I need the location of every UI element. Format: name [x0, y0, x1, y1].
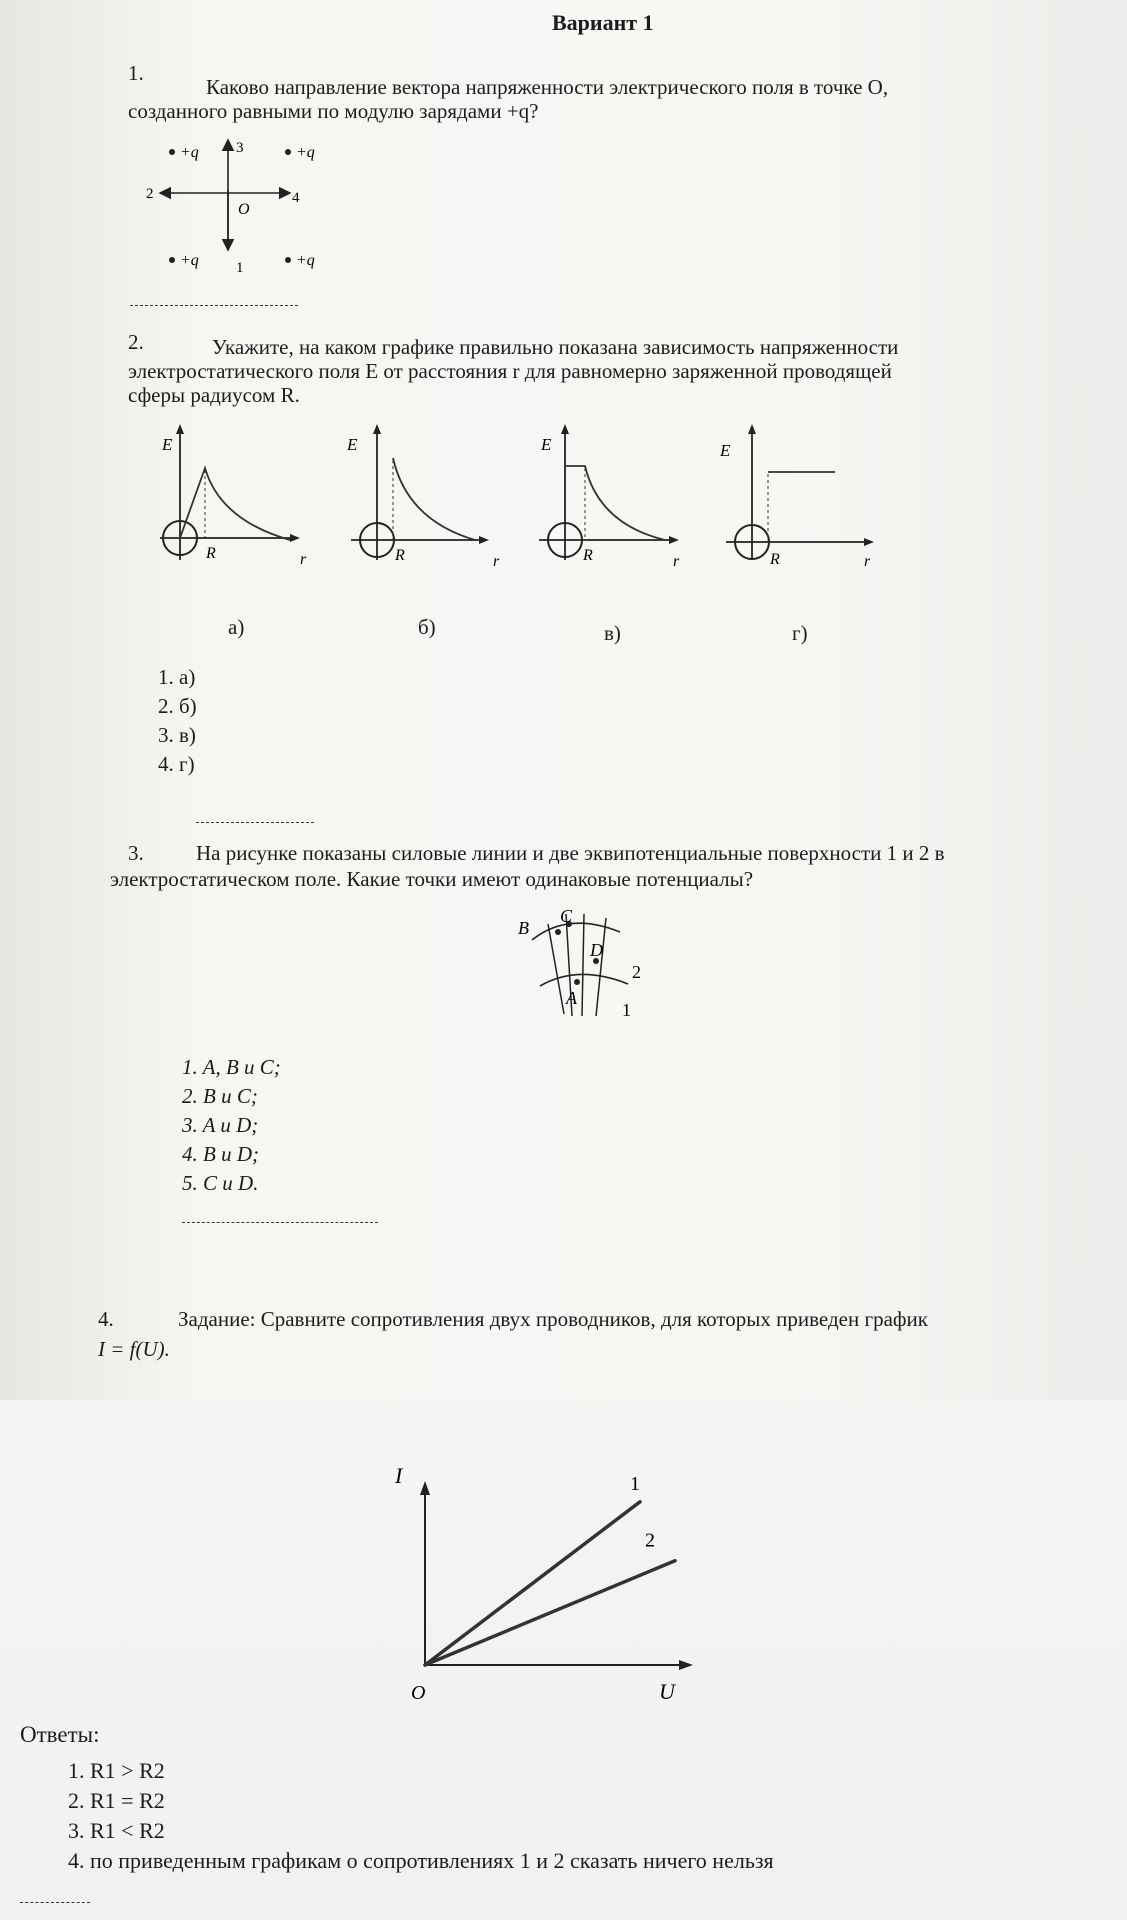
q3-label-b: B [518, 918, 529, 938]
q2-graph-g-radius-label: R [770, 551, 780, 568]
q1-arrow-label-2: 2 [146, 186, 154, 202]
q1-charge-label: +q [180, 252, 199, 269]
q3-field-line [582, 914, 584, 1016]
q3-option-3[interactable]: 3. A и D; [182, 1113, 259, 1137]
q2-number: 2. [128, 330, 144, 354]
answer-option-1[interactable]: 1. R1 > R2 [68, 1758, 165, 1783]
q4-y-axis-arrow [420, 1481, 430, 1495]
q3-field-figure [510, 906, 660, 1036]
q4-series-line-2 [425, 1561, 675, 1665]
q3-label-c: C [560, 906, 573, 926]
q4-origin-label: O [411, 1682, 426, 1704]
q3-option-2[interactable]: 2. B и C; [182, 1084, 258, 1108]
q4-number: 4. [98, 1307, 114, 1331]
q3-label-d: D [590, 940, 603, 960]
q2-graph-b-radius-label: R [395, 547, 405, 564]
q2-option-4[interactable]: 4. г) [158, 752, 195, 776]
q2-separator [196, 822, 314, 823]
answer-option-4[interactable]: 4. по приведенным графикам о сопротивлениях 1 и 2 сказать ничего нельзя [68, 1848, 774, 1873]
q4-text-line2: I = f(U). [98, 1337, 170, 1361]
q2-graph-v-y-label: E [541, 435, 552, 454]
q2-graph-g-x-label: r [864, 553, 871, 570]
q1-text-line1: Каково направление вектора напряженности электрического поля в точке O, [206, 75, 889, 99]
q4-x-axis-arrow [679, 1660, 693, 1670]
q2-graph-a-radius-label: R [206, 545, 216, 562]
q1-charge-top-left [169, 149, 175, 155]
q2-graph-a-x-label: r [300, 551, 307, 568]
q3-surface-2-arc [532, 923, 620, 940]
answers-title: Ответы: [20, 1722, 100, 1747]
q2-text-line3: сферы радиусом R. [128, 383, 300, 407]
q3-option-4[interactable]: 4. B и D; [182, 1142, 259, 1166]
q2-graph-b-y-label: E [347, 435, 358, 454]
q4-text-line1: Задание: Сравните сопротивления двух проводников, для которых приведен график [178, 1307, 928, 1331]
q1-text-line2: созданного равными по модулю зарядами +q? [128, 99, 539, 123]
q2-graph-a [150, 420, 310, 570]
q3-option-1[interactable]: 1. A, B и C; [182, 1055, 281, 1079]
q2-graph-b-x-label: r [493, 553, 500, 570]
q1-arrow-label-4: 4 [292, 190, 300, 206]
q1-charge-top-right [285, 149, 291, 155]
q1-charge-label: +q [296, 252, 315, 269]
q2-graph-b [335, 420, 505, 570]
page-title: Вариант 1 [552, 10, 654, 35]
answers-separator [20, 1902, 90, 1903]
q1-charge-label: +q [180, 144, 199, 161]
q3-field-line [548, 924, 564, 1014]
q3-separator [182, 1222, 378, 1223]
q2-graph-v-caption: в) [604, 621, 621, 645]
q3-text-line1: На рисунке показаны силовые линии и две эквипотенциальные поверхности 1 и 2 в [196, 841, 945, 865]
q4-series-label-2: 2 [645, 1529, 655, 1552]
q2-option-3[interactable]: 3. в) [158, 723, 196, 747]
q1-charge-bottom-left [169, 257, 175, 263]
q3-label-surface-2: 2 [632, 962, 641, 982]
q1-charge-bottom-right [285, 257, 291, 263]
q4-series-line-1 [425, 1502, 640, 1665]
q1-arrow-label-3: 3 [236, 140, 244, 156]
q3-label-a: A [566, 988, 577, 1008]
q3-point-a [574, 979, 580, 985]
q1-charges-figure [140, 130, 340, 280]
answer-option-3[interactable]: 3. R1 < R2 [68, 1818, 165, 1843]
q4-x-axis-label: U [659, 1679, 675, 1704]
q2-option-1[interactable]: 1. а) [158, 665, 196, 689]
q4-y-axis-label: I [395, 1463, 403, 1488]
q1-arrow-label-1: 1 [236, 260, 244, 276]
q1-number: 1. [128, 61, 144, 85]
q3-point-b [555, 929, 561, 935]
q1-separator [130, 305, 298, 306]
q2-graph-a-y-label: E [162, 435, 173, 454]
q2-graph-b-caption: б) [418, 615, 436, 639]
q2-text-line1: Укажите, на каком графике правильно показана зависимость напряженности [212, 335, 899, 359]
q2-graph-v-radius-label: R [583, 547, 593, 564]
q3-label-surface-1: 1 [622, 1000, 631, 1020]
q3-surface-1-arc [540, 974, 628, 986]
answer-option-2[interactable]: 2. R1 = R2 [68, 1788, 165, 1813]
q2-graph-g [710, 420, 890, 570]
q2-graph-g-y-label: E [720, 441, 731, 460]
q2-graph-v-x-label: r [673, 553, 680, 570]
q3-number: 3. [128, 841, 144, 865]
q3-field-line [596, 918, 606, 1016]
q2-graph-g-caption: г) [792, 621, 808, 645]
q4-series-label-1: 1 [630, 1472, 640, 1495]
q1-center-label: O [238, 201, 250, 218]
q2-text-line2: электростатического поля E от расстояния r для равномерно заряженной проводящей [128, 359, 892, 383]
q3-option-5[interactable]: 5. C и D. [182, 1171, 259, 1195]
q3-text-line2: электростатическом поле. Какие точки имеют одинаковые потенциалы? [110, 867, 754, 891]
q1-charge-label: +q [296, 144, 315, 161]
q2-option-2[interactable]: 2. б) [158, 694, 197, 718]
q4-iu-chart [370, 1463, 700, 1710]
q2-graph-v [525, 420, 695, 570]
q2-graph-a-caption: а) [228, 615, 245, 639]
